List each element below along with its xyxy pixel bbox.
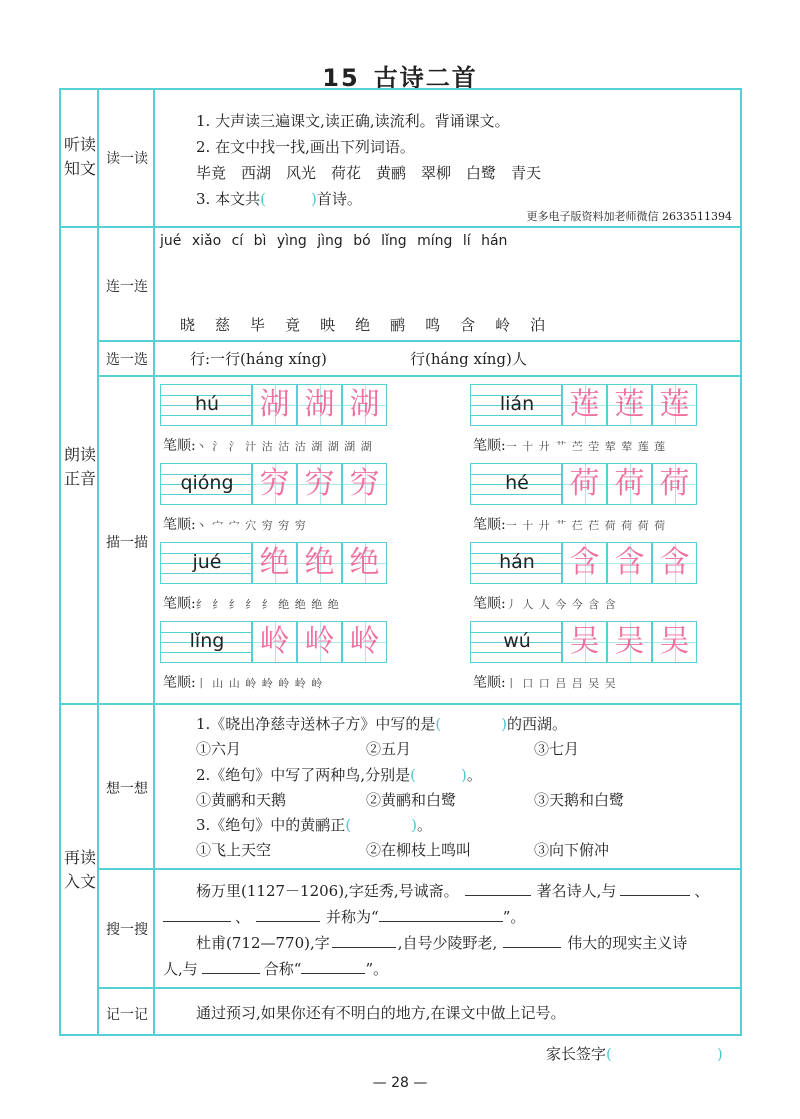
trace-char-box[interactable]: 穷: [252, 463, 297, 505]
pinyin-text: hé: [505, 472, 529, 494]
pinyin-text: hú: [194, 393, 220, 415]
choose-item-b[interactable]: 行(háng xíng)人: [410, 350, 527, 368]
row-divider-4: [59, 703, 742, 705]
trace-char-box[interactable]: 湖: [342, 384, 387, 426]
word-list: 毕竟 西湖 风光 荷花 黄鹂 翠柳 白鹭 青天: [196, 164, 542, 182]
stroke-sequence: 一 十 廾 艹 芢 芢 荷 荷 荷 荷: [505, 519, 667, 532]
match-char[interactable]: 慈: [215, 316, 231, 334]
match-char[interactable]: 毕: [250, 316, 266, 334]
task-line-2: 2. 在文中找一找,画出下列词语。: [196, 138, 415, 156]
trace-char-box[interactable]: 绝: [252, 542, 297, 584]
match-char[interactable]: 岭: [495, 316, 511, 334]
lesson-title: 古诗二首: [373, 64, 478, 92]
sub-label-connect: 连一连: [106, 279, 148, 295]
stroke-order: [473, 593, 617, 613]
match-char[interactable]: 含: [460, 316, 476, 334]
trace-char-box[interactable]: 含: [607, 542, 652, 584]
task-line-1: 1. 大声读三遍课文,读正确,读流利。背诵课文。: [196, 112, 510, 130]
search-line-2: 、 并称为“ ”。: [163, 906, 525, 927]
trace-char-box[interactable]: 湖: [297, 384, 342, 426]
trace-char-box[interactable]: 莲: [652, 384, 697, 426]
trace-char-box[interactable]: 荷: [652, 463, 697, 505]
stroke-order: [473, 435, 666, 455]
stroke-order: [163, 672, 323, 692]
q2-option-3[interactable]: ③天鹅和白鹭: [534, 791, 625, 809]
stroke-sequence: 丨 山 山 岭 岭 岭 岭 岭: [195, 677, 324, 690]
lesson-number: 15: [322, 64, 360, 92]
task-line-3: 3. 本文共( )首诗。: [196, 190, 362, 208]
stroke-label: 笔顺:: [163, 517, 196, 533]
match-char[interactable]: 绝: [355, 316, 371, 334]
sub-label-trace: 描一描: [106, 535, 148, 551]
pinyin-box: [160, 384, 252, 426]
stroke-label: 笔顺:: [163, 675, 196, 691]
row-divider-5: [97, 868, 742, 870]
trace-char-box[interactable]: 荷: [607, 463, 652, 505]
stroke-sequence: 丨 口 口 吕 吕 吴 吴: [505, 677, 617, 690]
q1-option-2[interactable]: ②五月: [366, 740, 412, 758]
stroke-sequence: 纟 纟 纟 纟 纟 绝 绝 绝 绝: [195, 598, 340, 611]
row-divider-3: [97, 375, 742, 377]
question-1: 1.《晓出净慈寺送林子方》中写的是( )的西湖。: [196, 715, 568, 733]
stroke-sequence: 丶 宀 宀 穴 穷 穷 穷: [195, 519, 307, 532]
trace-char-box[interactable]: 莲: [607, 384, 652, 426]
choose-item-a[interactable]: 行:一行(háng xíng): [190, 350, 327, 368]
parent-signature: 家长签字( ): [546, 1045, 723, 1063]
answer-paren[interactable]: ( ): [410, 766, 467, 784]
trace-char-box[interactable]: 莲: [562, 384, 607, 426]
pinyin-text: qióng: [180, 472, 234, 494]
trace-char-box[interactable]: 湖: [252, 384, 297, 426]
trace-char-box[interactable]: 含: [652, 542, 697, 584]
q3-option-1[interactable]: ①飞上天空: [196, 841, 272, 859]
column-divider-2: [153, 88, 155, 1036]
stroke-sequence: 丿 人 人 今 今 含 含: [505, 598, 617, 611]
search-line-4: 人,与 合称“ ”。: [163, 960, 389, 978]
search-line-3: 杜甫(712—770),字 ,自号少陵野老, 伟大的现实主义诗: [196, 934, 688, 952]
trace-char-box[interactable]: 绝: [342, 542, 387, 584]
pinyin-box: [470, 621, 562, 663]
fill-blank[interactable]: [256, 907, 320, 922]
q2-option-1[interactable]: ①黄鹂和天鹅: [196, 791, 287, 809]
stroke-label: 笔顺:: [163, 438, 196, 454]
pinyin-box: [470, 463, 562, 505]
trace-char-box[interactable]: 荷: [562, 463, 607, 505]
sub-label-read: 读一读: [106, 151, 148, 167]
question-3: 3.《绝句》中的黄鹂正( )。: [196, 816, 433, 834]
stroke-label: 笔顺:: [473, 596, 506, 612]
note-instruction: 通过预习,如果你还有不明白的地方,在课文中做上记号。: [196, 1004, 566, 1022]
pinyin-text: hán: [499, 551, 535, 573]
fill-blank[interactable]: [163, 907, 231, 922]
stroke-label: 笔顺:: [163, 596, 196, 612]
signature-field[interactable]: ( ): [606, 1045, 723, 1063]
match-char[interactable]: 映: [320, 316, 336, 334]
trace-char-box[interactable]: 岭: [342, 621, 387, 663]
pinyin-box: [160, 621, 252, 663]
char-row: [180, 314, 565, 335]
section-label-reread: 再读 入文: [63, 848, 96, 891]
row-divider-6: [97, 987, 742, 989]
match-char[interactable]: 晓: [180, 316, 196, 334]
stroke-order: [473, 672, 617, 692]
q2-option-2[interactable]: ②黄鹂和白鹭: [366, 791, 457, 809]
answer-paren[interactable]: ( ): [260, 190, 317, 208]
row-divider-1: [59, 226, 742, 228]
fill-blank[interactable]: [202, 959, 260, 974]
stroke-label: 笔顺:: [473, 675, 506, 691]
section-label-listen: 听读 知文: [63, 135, 96, 178]
question-2: 2.《绝句》中写了两种鸟,分别是( )。: [196, 766, 482, 784]
match-char[interactable]: 鸣: [425, 316, 441, 334]
sub-label-choose: 选一选: [106, 352, 148, 368]
stroke-sequence: 丶 氵 氵 汁 沽 沽 沽 湖 湖 湖 湖: [195, 440, 373, 453]
answer-paren[interactable]: ( ): [345, 816, 418, 834]
pinyin-text: lǐng: [189, 630, 225, 652]
row-divider-2: [97, 340, 742, 342]
match-char[interactable]: 泊: [530, 316, 546, 334]
trace-char-box[interactable]: 含: [562, 542, 607, 584]
pinyin-text: jué: [192, 551, 222, 573]
section-label-pronounce: 朗读 正音: [63, 445, 96, 488]
stroke-order: [163, 435, 373, 455]
contact-note: 更多电子版资料加老师微信 2633511394: [526, 210, 732, 223]
stroke-sequence: 一 十 廾 艹 苎 茔 荤 荤 莲 莲: [505, 440, 667, 453]
pinyin-box: [470, 384, 562, 426]
trace-char-box[interactable]: 吴: [562, 621, 607, 663]
match-char[interactable]: 竟: [285, 316, 301, 334]
page-number: — 28 —: [372, 1075, 428, 1091]
pinyin-text: wú: [503, 630, 531, 652]
stroke-order: [163, 593, 340, 613]
trace-char-box[interactable]: 岭: [252, 621, 297, 663]
match-char[interactable]: 鹂: [390, 316, 406, 334]
fill-blank[interactable]: [332, 933, 396, 948]
q3-option-2[interactable]: ②在柳枝上鸣叫: [366, 841, 472, 859]
trace-char-box[interactable]: 绝: [297, 542, 342, 584]
fill-blank[interactable]: [503, 933, 561, 948]
fill-blank[interactable]: [465, 881, 531, 896]
trace-char-box[interactable]: 岭: [297, 621, 342, 663]
trace-char-box[interactable]: 穷: [297, 463, 342, 505]
sub-label-note: 记一记: [106, 1007, 148, 1023]
fill-blank[interactable]: [379, 907, 503, 922]
q3-option-3[interactable]: ③向下俯冲: [534, 841, 610, 859]
stroke-label: 笔顺:: [473, 438, 506, 454]
pinyin-box: [160, 542, 252, 584]
trace-char-box[interactable]: 吴: [607, 621, 652, 663]
stroke-order: [473, 514, 666, 534]
stroke-label: 笔顺:: [473, 517, 506, 533]
stroke-order: [163, 514, 307, 534]
pinyin-box: [470, 542, 562, 584]
q1-option-1[interactable]: ①六月: [196, 740, 242, 758]
q1-option-3[interactable]: ③七月: [534, 740, 580, 758]
trace-char-box[interactable]: 穷: [342, 463, 387, 505]
pinyin-box: [160, 463, 252, 505]
sub-label-search: 搜一搜: [106, 922, 148, 938]
pinyin-text: lián: [499, 393, 535, 415]
answer-paren[interactable]: ( ): [435, 715, 508, 733]
pinyin-row: jué xiǎo cí bì yìng jìng bó lǐng míng lí hán: [160, 233, 508, 249]
fill-blank[interactable]: [620, 881, 690, 896]
fill-blank[interactable]: [301, 959, 365, 974]
sub-label-think: 想一想: [106, 781, 148, 797]
search-line-1: 杨万里(1127－1206),字廷秀,号诚斋。 著名诗人,与 、: [196, 882, 710, 900]
trace-char-box[interactable]: 吴: [652, 621, 697, 663]
